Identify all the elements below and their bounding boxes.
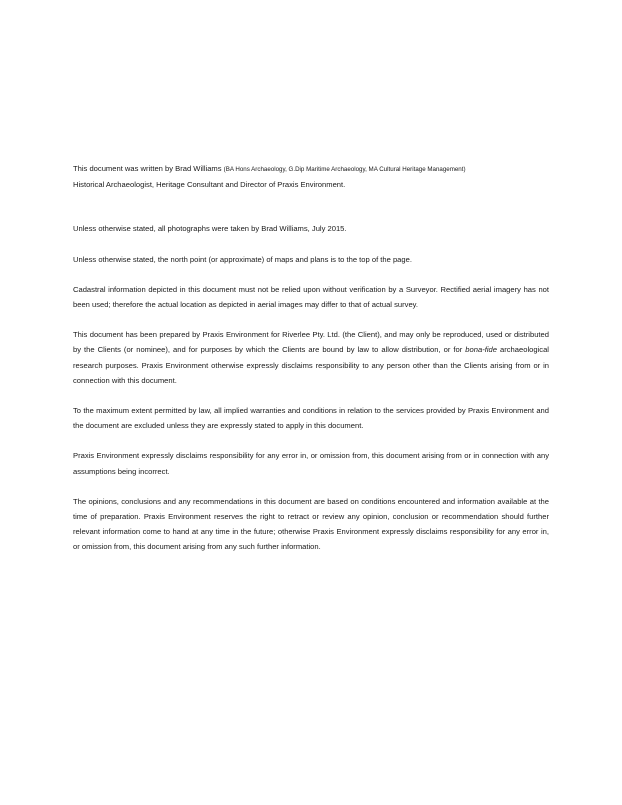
cadastral-statement: Cadastral information depicted in this document must not be relied upon without verification by a Surveyor. Rectified aerial imagery has not been used; therefore the actual location as depicted in aerial images may differ to that of actual survey. xyxy=(73,284,549,310)
author-intro: This document was written by Brad Williams xyxy=(73,164,224,173)
north-point-statement: Unless otherwise stated, the north point (or approximate) of maps and plans is to the top of the page. xyxy=(73,254,412,264)
prepared-statement xyxy=(73,327,549,388)
errors-disclaimer: Praxis Environment expressly disclaims responsibility for any error in, or omission from, this document arising from or in connection with any assumptions being incorrect. xyxy=(73,451,549,476)
author-role: Historical Archaeologist, Heritage Consultant and Director of Praxis Environment. xyxy=(73,180,346,190)
opinions-statement: The opinions, conclusions and any recommendations in this document are based on conditions encountered and information available at the time of preparation. Praxis Environment reserves the right to retract or review any opinion, conclusion or recommendation should further relevant information come to hand at any time in the future; otherwise Praxis Environment expressly disclaims responsibility for any error in, or omission from, this document arising from any such further information. xyxy=(73,496,549,552)
prepared-text-before: This document has been prepared by Praxis Environment for Riverlee Pty. Ltd. (the Client), and may only be reproduced, used or distributed by the Clients (or nominee), and for purposes by which the Clients are bound by law to allow distribution, or for xyxy=(73,330,549,355)
document-body xyxy=(73,161,549,555)
photos-statement: Unless otherwise stated, all photographs were taken by Brad Williams, July 2015. xyxy=(73,224,347,234)
prepared-text-after: archaeological research purposes. Praxis Environment otherwise expressly disclaims responsibility to any person other than the Clients arising from or in connection with this document. xyxy=(73,345,549,385)
warranties-statement: To the maximum extent permitted by law, all implied warranties and conditions in relation to the services provided by Praxis Environment and the document are excluded unless they are expressly stated to apply in this document. xyxy=(73,406,549,431)
prepared-text-italic: bona-fide xyxy=(465,345,497,355)
author-statement xyxy=(73,161,549,177)
author-credentials: (BA Hons Archaeology, G.Dip Maritime Archaeology, MA Cultural Heritage Management) xyxy=(223,166,466,173)
